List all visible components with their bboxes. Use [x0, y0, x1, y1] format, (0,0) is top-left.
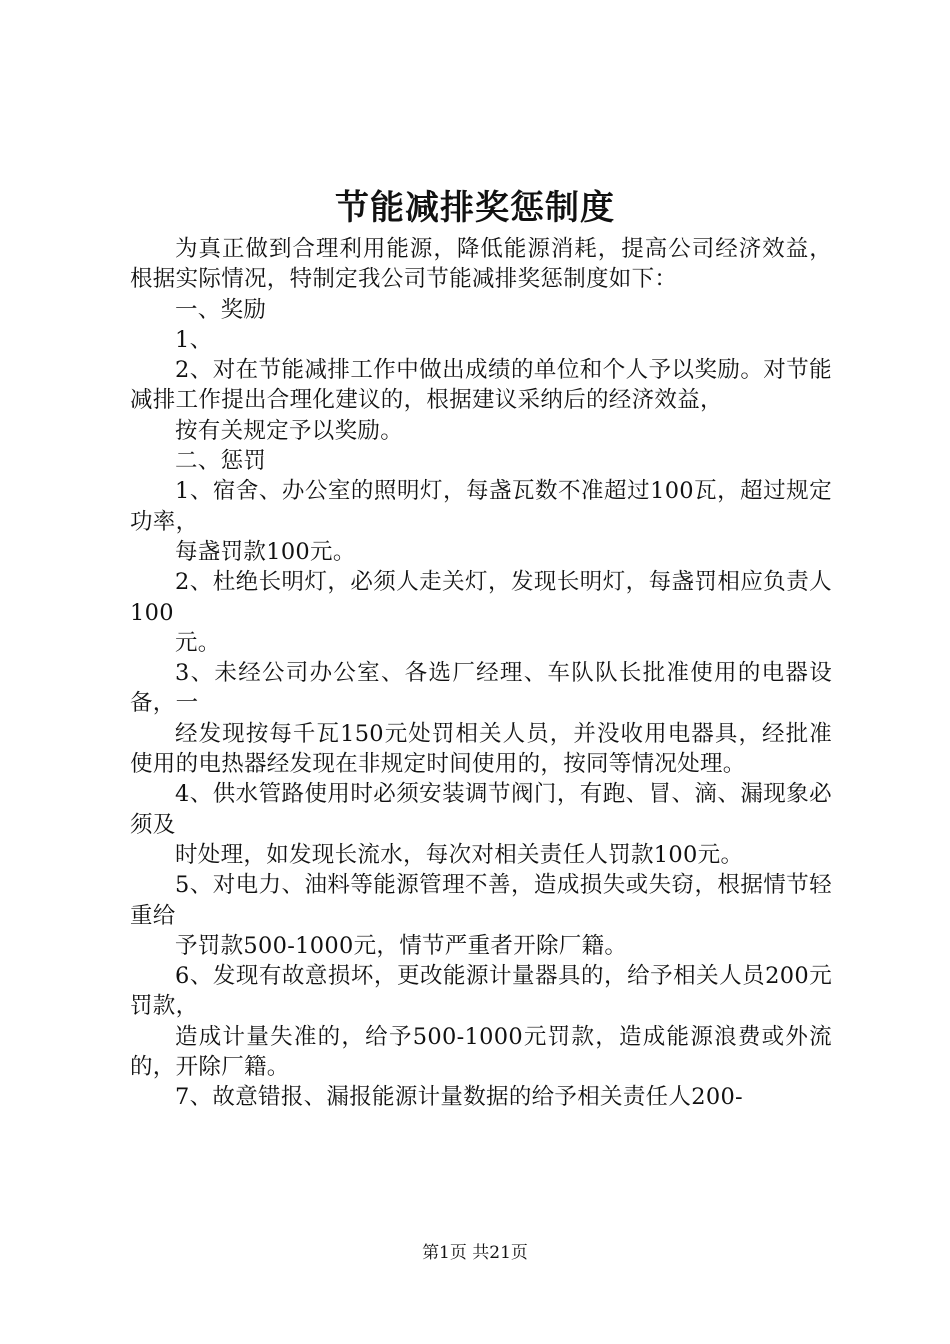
penalty-item-2-continued: 元。 [175, 629, 221, 656]
reward-item-2: 2、对在节能减排工作中做出成绩的单位和个人予以奖励。对节能减排工作提出合理化建议的，根据建议采纳后的经济效益， [130, 357, 832, 414]
penalty-item-3-continued: 经发现按每千瓦150元处罚相关人员，并没收用电器具，经批准使用的电热器经发现在非规定时间使用的，按同等情况处理。 [130, 720, 832, 778]
intro-paragraph: 为真正做到合理利用能源，降低能源消耗，提高公司经济效益，根据实际情况，特制定我公司节能减排奖惩制度如下： [130, 236, 832, 293]
penalty-item-1-continued: 每盏罚款100元。 [175, 538, 356, 565]
penalty-item-5: 5、对电力、油料等能源管理不善，造成损失或失窃，根据情节轻重给 [130, 872, 832, 929]
section-heading-penalties: 二、惩罚 [175, 448, 267, 475]
document-body [130, 234, 832, 1113]
penalty-item-3: 3、未经公司办公室、各选厂经理、车队队长批准使用的电器设备，一 [130, 660, 832, 717]
penalty-item-2: 2、杜绝长明灯，必须人走关灯，发现长明灯，每盏罚相应负责人100 [130, 569, 832, 626]
penalty-item-5-continued: 予罚款500-1000元，情节严重者开除厂籍。 [175, 932, 628, 959]
penalty-item-4-continued: 时处理，如发现长流水，每次对相关责任人罚款100元。 [175, 841, 744, 868]
page-number-label: 第1页 共21页 [422, 1243, 528, 1263]
page-footer [0, 1241, 950, 1265]
penalty-item-6: 6、发现有故意损坏，更改能源计量器具的，给予相关人员200元罚款， [130, 963, 832, 1020]
reward-item-2-continued: 按有关规定予以奖励。 [175, 417, 404, 444]
penalty-item-4: 4、供水管路使用时必须安装调节阀门，有跑、冒、滴、漏现象必须及 [130, 781, 832, 838]
section-heading-rewards: 一、奖励 [175, 296, 267, 323]
penalty-item-1: 1、宿舍、办公室的照明灯，每盏瓦数不准超过100瓦，超过规定功率， [130, 478, 832, 535]
reward-item-1: 1、 [175, 326, 213, 353]
document-title: 节能减排奖惩制度 [335, 188, 615, 228]
penalty-item-7: 7、故意错报、漏报能源计量数据的给予相关责任人200- [175, 1084, 743, 1111]
penalty-item-6-continued: 造成计量失准的，给予500-1000元罚款，造成能源浪费或外流的，开除厂籍。 [130, 1023, 832, 1081]
